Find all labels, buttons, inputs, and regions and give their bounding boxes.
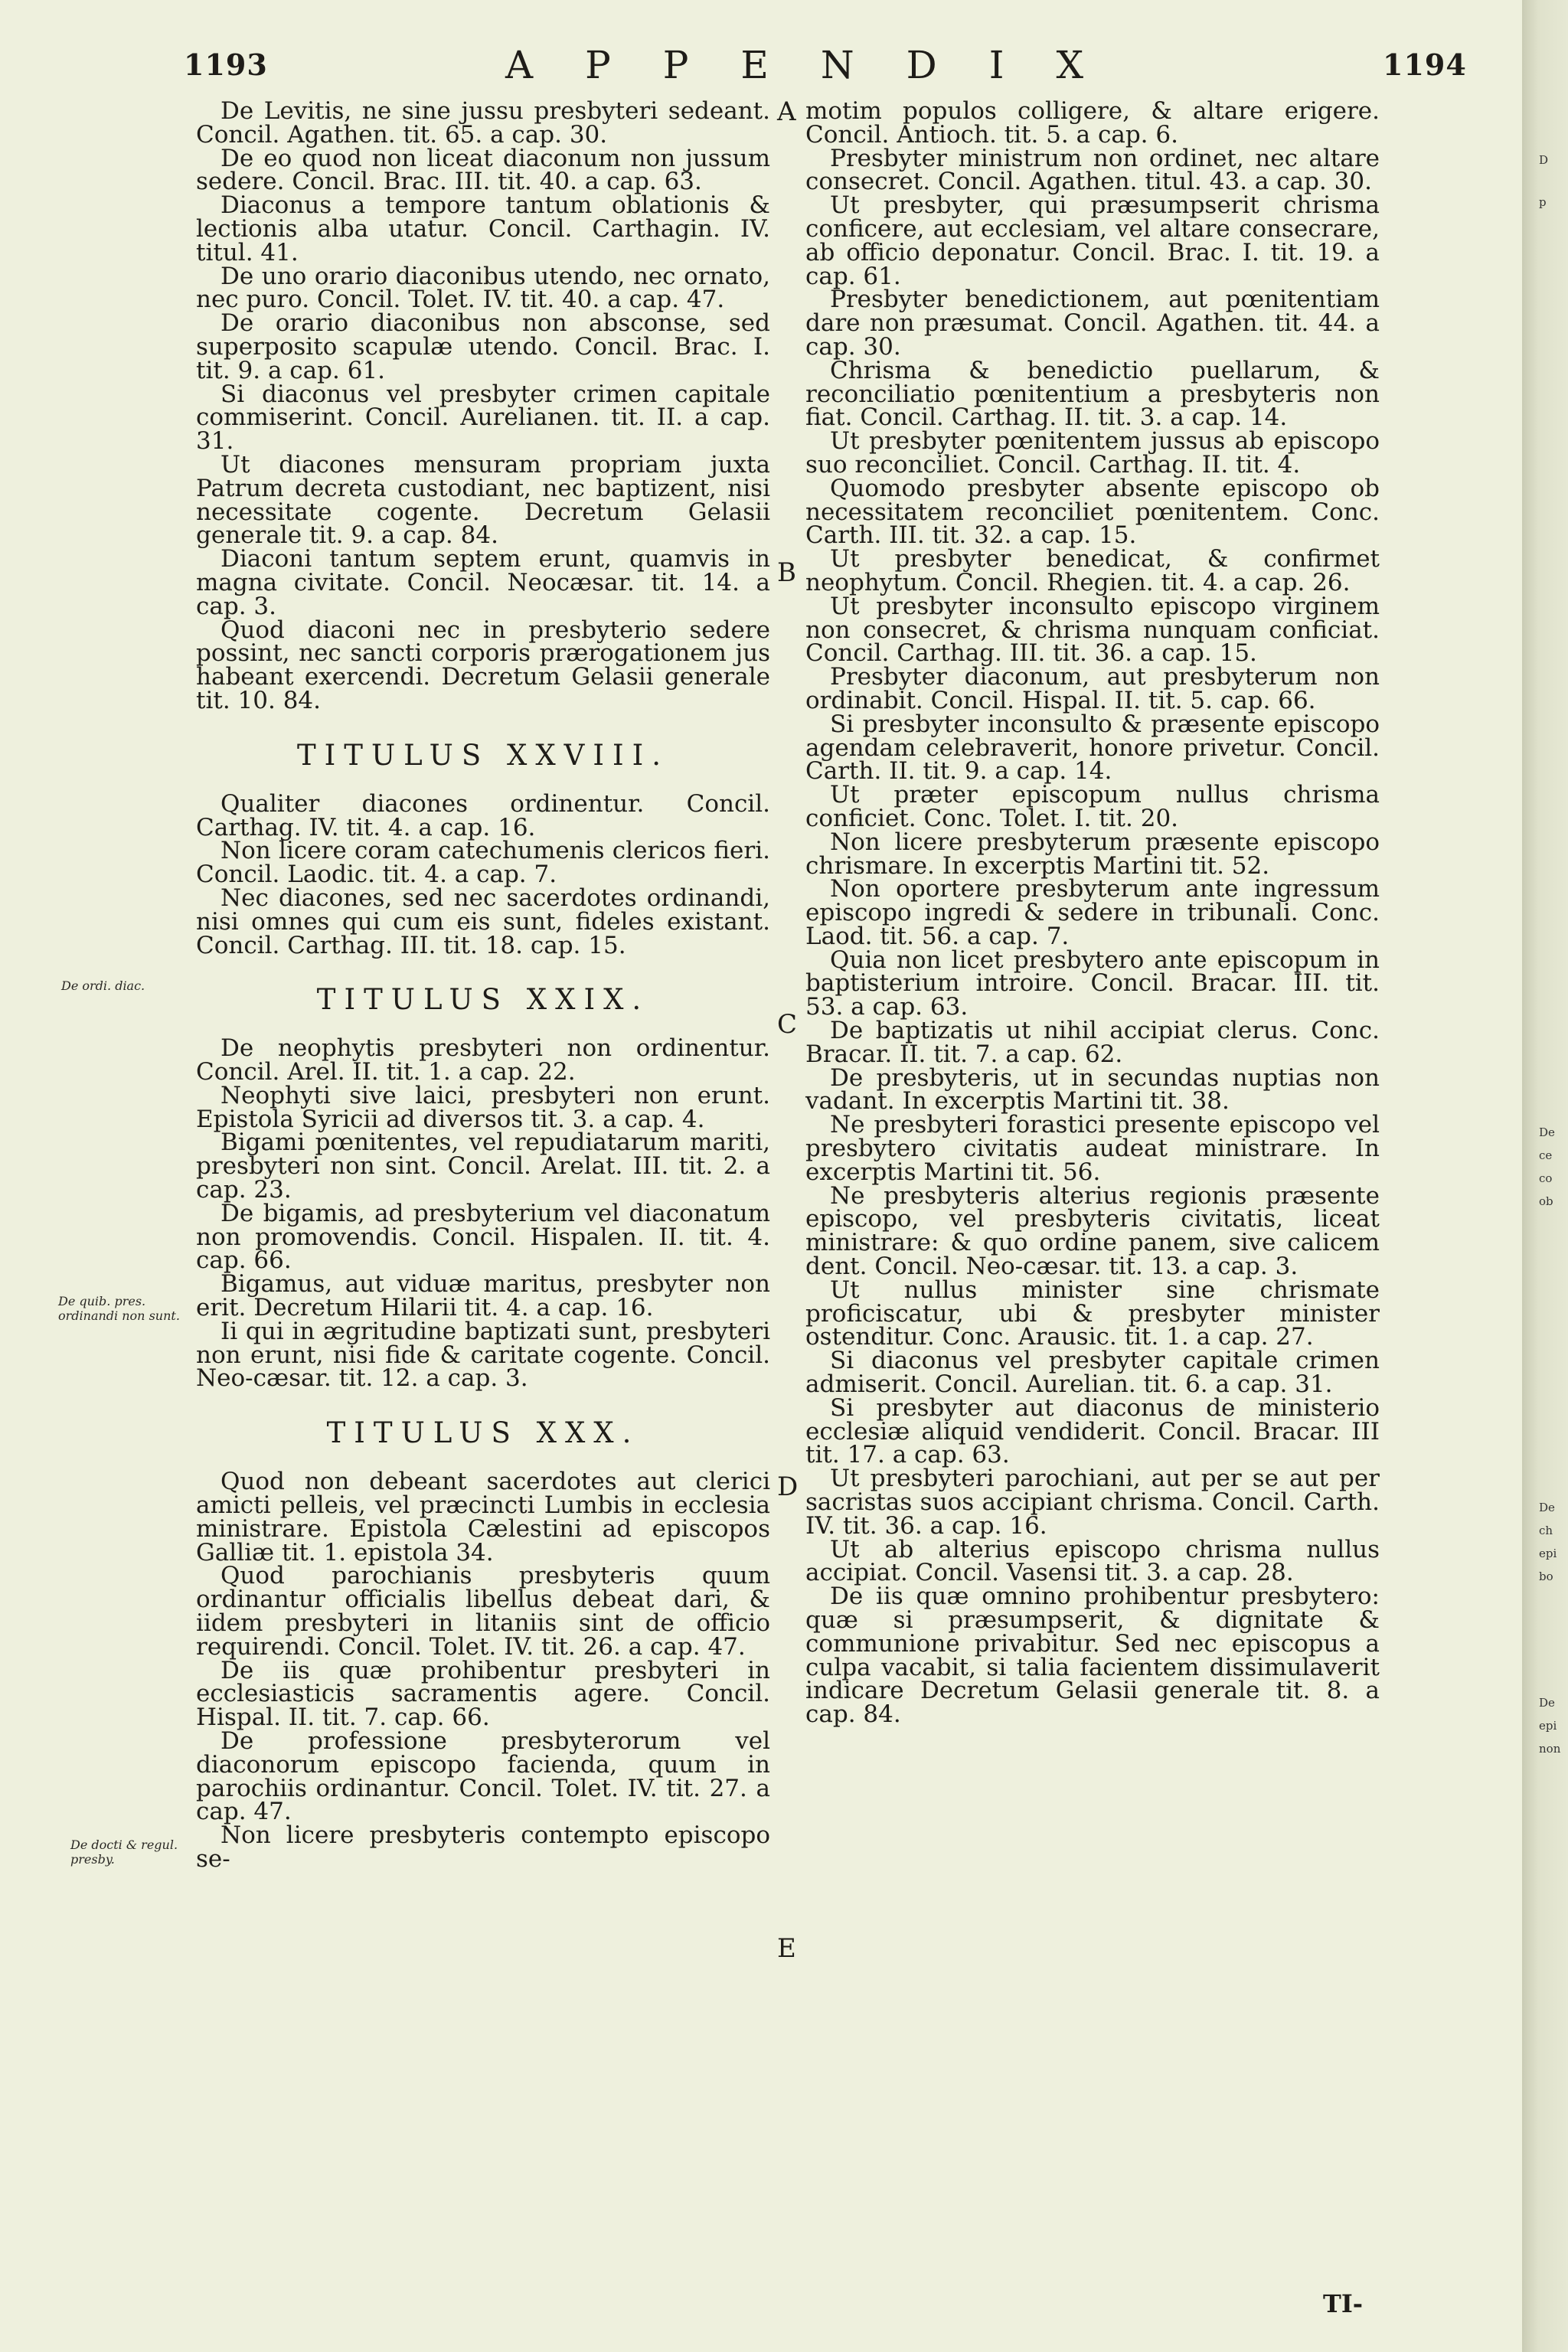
entry: Ut presbyter benedicat, & confirmet neophytum. Concil. Rhegien. tit. 4. a cap. 26. — [805, 545, 1380, 596]
entry: De neophytis presbyteri non ordinentur. Concil. Arel. II. tit. 1. a cap. 22. — [196, 1034, 770, 1086]
section-letter-a: A — [777, 96, 796, 127]
entry: Qualiter diacones ordinentur. Concil. Carthag. IV. tit. 4. a cap. 16. — [196, 789, 770, 841]
entry: Non licere presbyteris contempto episcopo se- — [196, 1821, 770, 1873]
section-letter-e: E — [777, 1933, 796, 1964]
entry: Neophyti sive laici, presbyteri non erunt. Epistola Syricii ad diversos tit. 3. a cap. 4. — [196, 1081, 770, 1133]
gutter-note: De — [1539, 1125, 1555, 1139]
gutter-note: co — [1539, 1171, 1553, 1185]
titulus-heading: TITULUS XXIX. — [316, 983, 650, 1017]
gutter-note: ce — [1539, 1148, 1553, 1162]
entry: Si presbyter aut diaconus de ministerio ecclesiæ aliquid vendiderit. Concil. Bracar. III tit. 17. a cap. 63. — [805, 1393, 1380, 1469]
gutter-note: ch — [1539, 1524, 1553, 1537]
entry: Si diaconus vel presbyter crimen capitale commiserint. Concil. Aurelianen. tit. II. a cap. 31. — [196, 380, 770, 456]
gutter-note: epi — [1539, 1719, 1557, 1733]
entry: Ut ab alterius episcopo chrisma nullus accipiat. Concil. Vasensi tit. 3. a cap. 28. — [805, 1535, 1380, 1587]
section-letter-c: C — [777, 1009, 798, 1040]
gutter-note: bo — [1539, 1570, 1553, 1583]
entry: Ut presbyter inconsulto episcopo virginem non consecret, & chrisma nunquam conficiat. Concil. Carthag. III. tit. 36. a cap. 15. — [805, 592, 1380, 668]
margin-note-de-ordi-diac: De ordi. diac. — [61, 978, 145, 993]
entry: De baptizatis ut nihil accipiat clerus. Conc. Bracar. II. tit. 7. a cap. 62. — [805, 1017, 1380, 1068]
entry: Bigamus, aut viduæ maritus, presbyter non erit. Decretum Hilarii tit. 4. a cap. 16. — [196, 1270, 770, 1322]
entry: De eo quod non liceat diaconum non jussum sedere. Concil. Brac. III. tit. 40. a cap. 63. — [196, 144, 770, 196]
gutter-note: ob — [1539, 1194, 1553, 1208]
entry: Quod diaconi nec in presbyterio sedere possint, nec sancti corporis prærogationem jus habeant exercendi. Decretum Gelasii generale tit. 10. 84. — [196, 616, 770, 714]
entry: De professione presbyterorum vel diaconorum episcopo facienda, quum in parochiis ordinantur. Concil. Tolet. IV. tit. 27. a cap. 47. — [196, 1727, 770, 1826]
right-column — [805, 97, 1380, 1729]
entry: De orario diaconibus non absconse, sed superposito scapulæ utendo. Concil. Brac. I. tit. 9. a cap. 61. — [196, 309, 770, 384]
entry: Quomodo presbyter absente episcopo ob necessitatem reconciliet pœnitentem. Conc. Carth. III. tit. 32. a cap. 15. — [805, 474, 1380, 550]
gutter-note: De — [1539, 1501, 1555, 1514]
entry: Non licere coram catechumenis clericos fieri. Concil. Laodic. tit. 4. a cap. 7. — [196, 837, 770, 889]
margin-note-de-quib-pres: De quib. pres. ordinandi non sunt. — [58, 1294, 180, 1323]
entry: Diaconus a tempore tantum oblationis & lectionis alba utatur. Concil. Carthagin. IV. titul. 41. — [196, 191, 770, 266]
entry: De bigamis, ad presbyterium vel diaconatum non promovendis. Concil. Hispalen. II. tit. 4. cap. 66. — [196, 1199, 770, 1275]
entry: Presbyter diaconum, aut presbyterum non ordinabit. Concil. Hispal. II. tit. 5. cap. 66. — [805, 663, 1380, 714]
entry: De Levitis, ne sine jussu presbyteri sedeant. Concil. Agathen. tit. 65. a cap. 30. — [196, 97, 770, 149]
entry: De iis quæ omnino prohibentur presbytero: quæ si præsumpserit, & dignitate & communione privabitur. Sed nec episcopus a culpa vacabit, si talia facientem dissimulaverit indicare Decretum Gelasii generale tit. 8. a cap. 84. — [805, 1583, 1380, 1729]
entry: Quod parochianis presbyteris quum ordinantur officialis libellus debeat dari, & iidem presbyteri in litaniis sint de officio requirendi. Concil. Tolet. IV. tit. 26. a cap. 47. — [196, 1562, 770, 1661]
entry: Non licere presbyterum præsente episcopo chrismare. In excerptis Martini tit. 52. — [805, 828, 1380, 880]
entry: motim populos colligere, & altare erigere. Concil. Antioch. tit. 5. a cap. 6. — [805, 97, 1380, 149]
entry: Ut presbyteri parochiani, aut per se aut per sacristas suos accipiant chrisma. Concil. Carth. IV. tit. 36. a cap. 16. — [805, 1465, 1380, 1540]
entry: Non oportere presbyterum ante ingressum episcopo ingredi & sedere in tribunali. Conc. Laod. tit. 56. a cap. 7. — [805, 875, 1380, 950]
entry: Ut presbyter pœnitentem jussus ab episcopo suo reconciliet. Concil. Carthag. II. tit. 4. — [805, 427, 1380, 479]
entry: Bigami pœnitentes, vel repudiatarum mariti, presbyteri non sint. Concil. Arelat. III. tit. 2. a cap. 23. — [196, 1129, 770, 1204]
entry: Quia non licet presbytero ante episcopum in baptisterium introire. Concil. Bracar. III. tit. 53. a cap. 63. — [805, 946, 1380, 1021]
entry: Ut diacones mensuram propriam juxta Patrum decreta custodiant, nec baptizent, nisi necessitate cogente. Decretum Gelasii generale tit. 9. a cap. 84. — [196, 450, 770, 550]
running-head: APPENDIX — [505, 43, 1136, 87]
margin-note-de-docti: De docti & regul. presby. — [70, 1838, 178, 1867]
gutter-note: De — [1539, 1696, 1555, 1710]
left-column — [196, 97, 770, 1873]
entry: Chrisma & benedictio puellarum, & reconciliatio pœnitentium a presbyteris non fiat. Concil. Carthag. II. tit. 3. a cap. 14. — [805, 356, 1380, 432]
entry: De presbyteris, ut in secundas nuptias non vadant. In excerptis Martini tit. 38. — [805, 1063, 1380, 1116]
page-number-right: 1194 — [1383, 47, 1467, 82]
titulus-heading: TITULUS XXX. — [326, 1416, 640, 1450]
entry: Presbyter benedictionem, aut pœnitentiam dare non præsumat. Concil. Agathen. tit. 44. a cap. 30. — [805, 286, 1380, 361]
page-number-left: 1193 — [184, 47, 268, 82]
entry: Ut præter episcopum nullus chrisma conficiet. Conc. Tolet. I. tit. 20. — [805, 781, 1380, 832]
gutter-note: non — [1539, 1742, 1561, 1756]
section-letter-b: B — [777, 557, 796, 588]
gutter-note: D — [1539, 153, 1549, 167]
entry: Ii qui in ægritudine baptizati sunt, presbyteri non erunt, nisi fide & caritate cogente. Concil. Neo-cæsar. tit. 12. a cap. 3. — [196, 1317, 770, 1393]
gutter-note: p — [1539, 195, 1547, 209]
entry: Si presbyter inconsulto & præsente episcopo agendam celebraverit, honore privetur. Concil. Carth. II. tit. 9. a cap. 14. — [805, 710, 1380, 786]
entry: Nec diacones, sed nec sacerdotes ordinandi, nisi omnes qui cum eis sunt, fideles existant. Concil. Carthag. III. tit. 18. cap. 15. — [196, 884, 770, 959]
entry: Quod non debeant sacerdotes aut clerici amicti pelleis, vel præcincti Lumbis in ecclesia ministrare. Epistola Cælestini ad episcopos Galliæ tit. 1. epistola 34. — [196, 1468, 770, 1566]
entry: Diaconi tantum septem erunt, quamvis in magna civitate. Concil. Neocæsar. tit. 14. a cap. 3. — [196, 545, 770, 620]
entry: Ne presbyteris alterius regionis præsente episcopo, vel presbyteris civitatis, liceat ministrare: & quo ordine panem, sive calicem dent. Concil. Neo-cæsar. tit. 13. a cap. 3. — [805, 1181, 1380, 1281]
entry: Ut presbyter, qui præsumpserit chrisma conficere, aut ecclesiam, vel altare consecrare, ab officio deponatur. Concil. Brac. I. tit. 19. a cap. 61. — [805, 191, 1380, 290]
entry: De iis quæ prohibentur presbyteri in ecclesiasticis sacramentis agere. Concil. Hispal. II. tit. 7. cap. 66. — [196, 1656, 770, 1732]
catchword: TI- — [1323, 2289, 1364, 2318]
titulus-heading: TITULUS XXVIII. — [296, 738, 669, 772]
entry: Ut nullus minister sine chrismate proficiscatur, ubi & presbyter minister ostenditur. Conc. Arausic. tit. 1. a cap. 27. — [805, 1276, 1380, 1351]
section-letter-d: D — [777, 1472, 799, 1502]
entry: De uno orario diaconibus utendo, nec ornato, nec puro. Concil. Tolet. IV. tit. 40. a cap. 47. — [196, 262, 770, 314]
entry: Ne presbyteri forastici presente episcopo vel presbytero civitatis audeat ministrare. In excerptis Martini tit. 56. — [805, 1111, 1380, 1186]
entry: Si diaconus vel presbyter capitale crimen admiserit. Concil. Aurelian. tit. 6. a cap. 31. — [805, 1347, 1380, 1399]
entry: Presbyter ministrum non ordinet, nec altare consecret. Concil. Agathen. titul. 43. a cap. 30. — [805, 144, 1380, 196]
gutter-note: epi — [1539, 1547, 1557, 1560]
